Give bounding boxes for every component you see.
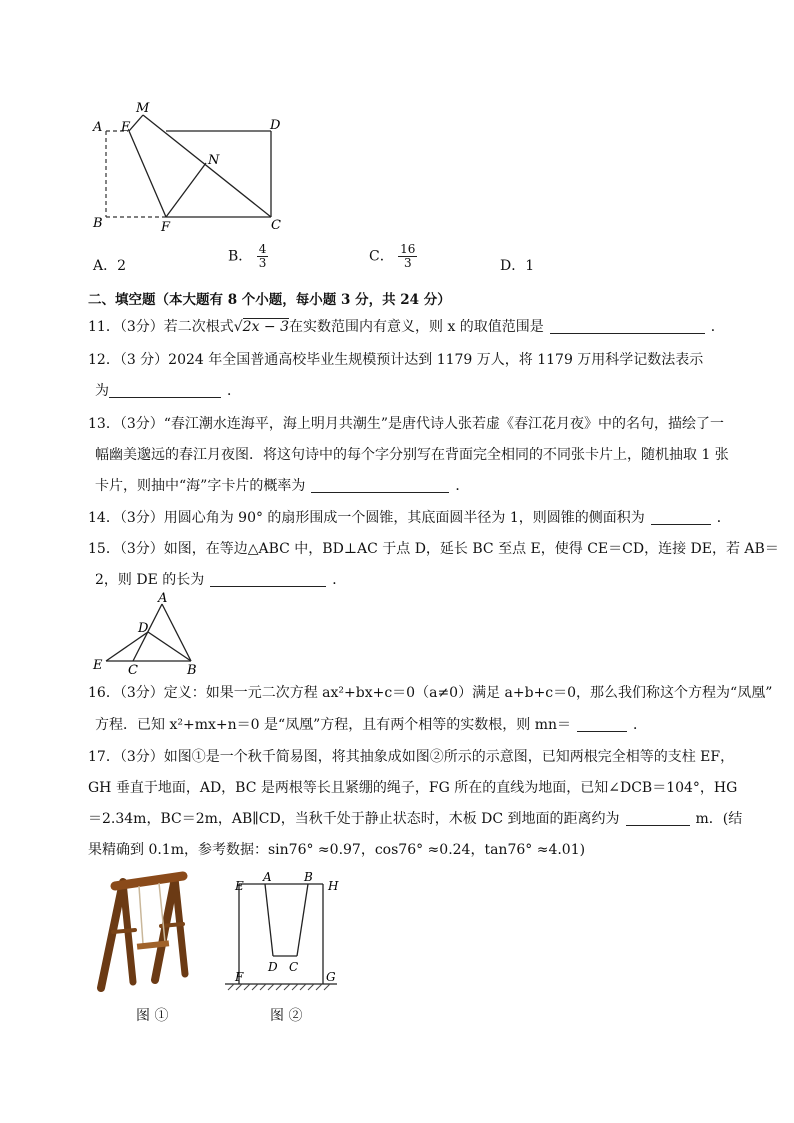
- option-a: [93, 255, 126, 275]
- swing-photo: [93, 870, 193, 1000]
- label-b: B: [93, 216, 103, 231]
- option-fraction: [257, 243, 269, 270]
- figure-caption-2: 图 ②: [270, 1008, 303, 1024]
- option-letter: B．: [228, 248, 253, 265]
- q13-text: 卡片，则抽中“海”字卡片的概率为: [95, 478, 306, 494]
- label-a: A: [93, 120, 103, 135]
- question-17: 17．（3分）如图①是一个秋千简易图，将其抽象成如图②所示的示意图，已知两根完全相等的支柱 EF，: [88, 749, 735, 765]
- question-13-line3: [95, 476, 469, 496]
- option-c: [369, 243, 417, 270]
- q11-text-2: 在实数范围内有意义，则 x 的取值范围是: [289, 319, 544, 335]
- option-d: [500, 255, 534, 275]
- q12-end: ．: [227, 383, 241, 399]
- label-c: C: [271, 218, 281, 233]
- swing-schematic: [225, 870, 350, 1000]
- numerator: 16: [400, 242, 416, 256]
- option-value: 2: [117, 258, 127, 274]
- option-letter: A．: [93, 258, 118, 274]
- question-13-line2: 幅幽美邈远的春江月夜图．将这句诗中的每个字分别写在背面完全相同的不同张卡片上，随机抽取 1 张: [95, 447, 729, 463]
- answer-blank[interactable]: [109, 383, 221, 398]
- label-d: D: [270, 118, 281, 133]
- question-15-cont: [95, 570, 346, 590]
- question-17-line2: GH 垂直于地面，AD，BC 是两根等长且紧绷的绳子，FG 所在的直线为地面，已知∠DCB＝104°，HG: [88, 780, 738, 796]
- label-h: H: [328, 879, 339, 893]
- answer-blank[interactable]: [651, 510, 711, 525]
- question-14: [88, 508, 731, 528]
- label-e: E: [93, 658, 103, 673]
- sqrt-expression: √2x − 3: [233, 319, 289, 335]
- figure-rectangle-fold: [88, 95, 298, 235]
- question-16-cont: [95, 715, 647, 735]
- label-m: M: [136, 101, 150, 116]
- question-12: 12．（3 分）2024 年全国普通高校毕业生规模预计达到 1179 万人，将 1179 万用科学记数法表示: [88, 352, 704, 368]
- option-b: [228, 243, 268, 270]
- label-b: B: [187, 663, 197, 676]
- numerator: 4: [258, 242, 267, 256]
- question-12-cont: [95, 381, 241, 401]
- label-n: N: [208, 153, 220, 168]
- label-e: E: [235, 879, 244, 893]
- label-e: E: [121, 120, 131, 135]
- label-a: A: [158, 592, 168, 606]
- denominator: 3: [403, 256, 412, 270]
- q16-end: ．: [633, 717, 648, 733]
- option-letter: D．: [500, 258, 526, 274]
- radicand: 2x − 3: [242, 319, 289, 335]
- q15-text: 2，则 DE 的长为: [95, 572, 205, 588]
- answer-blank[interactable]: [210, 572, 326, 587]
- q11-end: ．: [710, 319, 725, 335]
- q13-end: ．: [455, 478, 470, 494]
- question-16: 16．（3分）定义：如果一元二次方程 ax²+bx+c＝0（a≠0）满足 a+b+c＝0，那么我们称这个方程为“凤凰”: [88, 685, 773, 701]
- section-title: 二、填空题（本大题有 8 个小题，每小题 3 分，共 24 分）: [88, 292, 451, 308]
- answer-blank[interactable]: [577, 717, 627, 732]
- question-17-line3: [88, 809, 742, 829]
- label-d: D: [138, 621, 149, 636]
- q17-text-end: m．(结: [695, 811, 743, 827]
- label-g: G: [326, 970, 336, 984]
- question-13: 13．（3分）“春江潮水连海平，海上明月共潮生”是唐代诗人张若虚《春江花月夜》中的名句，描绘了一: [88, 416, 725, 432]
- question-11: [88, 317, 725, 337]
- label-f: F: [235, 970, 244, 984]
- q12-text: 为: [95, 383, 109, 399]
- label-c: C: [289, 960, 299, 974]
- label-a: A: [263, 870, 272, 884]
- figure-caption-1: 图 ①: [136, 1008, 169, 1024]
- q11-text: 11．（3分）若二次根式: [88, 319, 234, 335]
- q14-text: 14．（3分）用圆心角为 90° 的扇形围成一个圆锥，其底面圆半径为 1，则圆锥的侧面积为: [88, 510, 645, 526]
- label-c: C: [128, 663, 138, 676]
- q17-text: ＝2.34m，BC＝2m，AB∥CD，当秋千处于静止状态时，木板 DC 到地面的距离约为: [88, 811, 620, 827]
- q14-end: ．: [716, 510, 731, 526]
- question-15: 15．（3分）如图，在等边△ABC 中，BD⊥AC 于点 D，延长 BC 至点 E，使得 CE＝CD，连接 DE，若 AB＝: [88, 541, 779, 557]
- denominator: 3: [258, 256, 267, 270]
- q16-text: 方程．已知 x²+mx+n＝0 是“凤凰”方程，且有两个相等的实数根，则 mn＝: [95, 717, 572, 733]
- answer-blank[interactable]: [626, 811, 690, 826]
- label-d: D: [268, 960, 278, 974]
- option-value: 1: [525, 258, 535, 274]
- question-17-line4: 果精确到 0.1m，参考数据：sin76° ≈0.97，cos76° ≈0.24，tan76° ≈4.01): [88, 842, 586, 858]
- figure-equilateral-triangle: [88, 592, 213, 676]
- option-fraction: [398, 243, 417, 270]
- option-letter: C．: [369, 248, 394, 265]
- label-f: F: [161, 220, 171, 235]
- answer-blank[interactable]: [550, 319, 705, 334]
- answer-blank[interactable]: [311, 478, 449, 493]
- label-b: B: [304, 870, 313, 884]
- q15-end: ．: [332, 572, 347, 588]
